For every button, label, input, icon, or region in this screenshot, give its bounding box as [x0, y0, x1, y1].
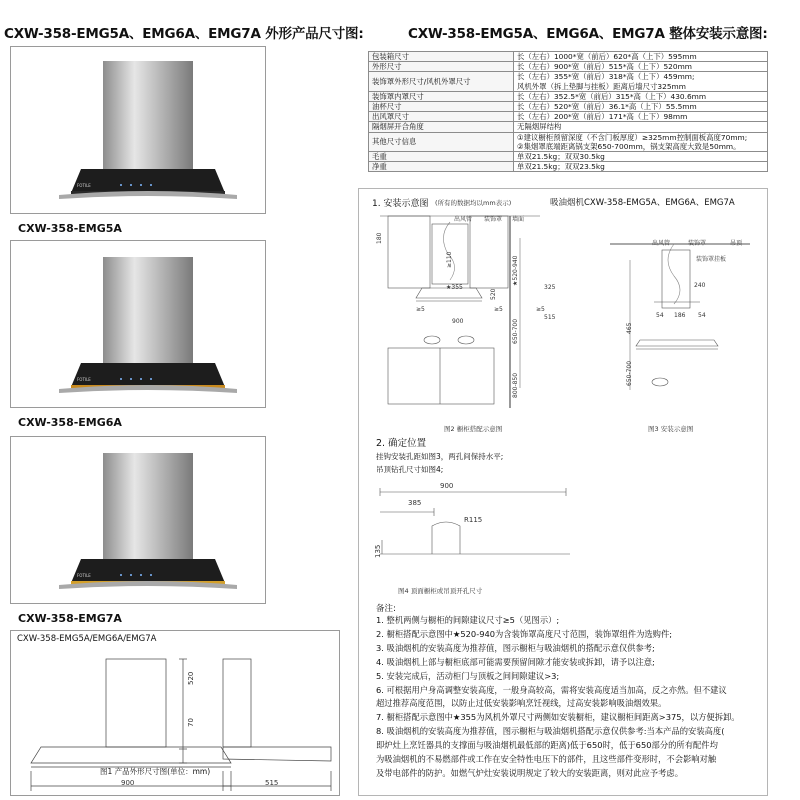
figure-2-cabinet-drawing	[370, 208, 550, 418]
left-header: CXW-358-EMG5A、EMG6A、EMG7A 外形产品尺寸图:	[4, 26, 364, 42]
range-hood-image	[11, 241, 266, 408]
spec-key: 毛重	[369, 152, 514, 162]
spec-row	[369, 102, 768, 112]
install-section-2-title: 2. 确定位置	[376, 438, 427, 449]
note-item: 5. 安装完成后，活动柜门与顶板之间间隙建议>3;	[376, 670, 560, 681]
spec-row	[369, 112, 768, 122]
spec-row	[369, 91, 768, 101]
fig2-d180: 180	[376, 232, 383, 244]
fig2-d110: ≥110	[446, 251, 453, 268]
spec-key: 包装箱尺寸	[369, 52, 514, 62]
svg-text:FOTILE: FOTILE	[77, 183, 91, 188]
dim-depth: 515	[265, 779, 279, 787]
spec-key: 油杯尺寸	[369, 102, 514, 112]
fig4-r115: R115	[464, 516, 483, 524]
note-item: 8. 吸油烟机的安装高度为推荐值，图示橱柜与吸油烟机搭配示意仅供参考:当本产品的安装高度(	[376, 726, 725, 737]
fig2-label-pipe: 出风管	[454, 216, 473, 223]
note-item: 超过推荐高度范围，以防止过低安装影响烹饪视线，过高安装影响吸油烟效果。	[376, 698, 667, 709]
glass-panel	[71, 363, 225, 387]
fig3-label-cover: 装饰罩	[688, 240, 707, 247]
spec-value	[514, 152, 768, 162]
note-item: 4. 吸油烟机上部与橱柜底部可能需要预留间隙才能安装或拆卸，请予以注意;	[376, 656, 655, 667]
fig2-d800: 800-850	[512, 372, 519, 398]
right-header: CXW-358-EMG5A、EMG6A、EMG7A 整体安装示意图:	[408, 26, 768, 42]
fig2-d515: 515	[544, 314, 556, 321]
fig2-d5c: ≥5	[536, 306, 545, 313]
spec-key: 净重	[369, 162, 514, 172]
figure-4-hole-drawing	[370, 478, 590, 588]
spec-value-line: 长（左右）1000*宽（前后）620*高（上下）595mm	[517, 52, 697, 61]
spec-value-line: ①建议橱柜预留深度（不含门板厚度）≥325mm控制面板高度70mm;	[517, 132, 748, 142]
spec-row	[369, 52, 768, 62]
fig2-d5a: ≥5	[416, 306, 425, 313]
spec-row	[369, 162, 768, 172]
spec-value-line: ②集烟罩底端距离锅支架650-700mm，锅支架高度大致是50mm。	[517, 141, 741, 151]
section-2-line-1: 挂钩安装孔距如图3，两孔间保持水平;	[376, 452, 504, 461]
note-item: 为吸油烟机的不易燃部件或工作在安全特性电压下的部件，且这些部件变形时，不会影响对触	[376, 754, 717, 765]
fig2-d900: 900	[452, 318, 464, 325]
section-2-line-2: 吊顶钻孔尺寸如图4;	[376, 465, 444, 474]
spec-value-line: 长（左右）355*宽（前后）318*高（上下）459mm;	[517, 72, 695, 82]
product-photo-emg6a	[10, 240, 266, 408]
fig2-d650: 650-700	[512, 318, 519, 344]
fig2-d520: 520	[490, 288, 497, 300]
fig4-d385: 385	[408, 499, 422, 507]
spec-value-line: 长（左右）520*宽（前后）36.1*高（上下）55.5mm	[517, 102, 697, 112]
fig4-d900: 900	[440, 482, 454, 490]
product-label-emg6a: CXW-358-EMG6A	[18, 416, 122, 429]
spec-value-line: 长（左右）352.5*宽（前后）315*高（上下）430.6mm	[517, 91, 707, 101]
spec-row	[369, 152, 768, 162]
spec-value-line: 长（左右）200*宽（前后）171*高（上下）98mm	[517, 112, 688, 122]
note-item: 3. 吸油烟机的安装高度为推荐值，图示橱柜与吸油烟机的搭配示意仅供参考;	[376, 642, 655, 653]
dim-width: 900	[121, 779, 135, 787]
spec-key: 装饰罩外形尺寸/风机外罩尺寸	[369, 72, 514, 91]
spec-value	[514, 72, 768, 91]
spec-key: 出风罩尺寸	[369, 112, 514, 122]
spec-value	[514, 52, 768, 62]
fig3-label-ceiling: 吊顶	[730, 240, 743, 247]
spec-value	[514, 62, 768, 72]
spec-row	[369, 72, 768, 91]
product-label-emg5a: CXW-358-EMG5A	[18, 222, 122, 235]
range-hood-image	[11, 47, 266, 214]
spec-key: 装饰罩内罩尺寸	[369, 91, 514, 101]
fig2-d940: ★520-940	[512, 255, 519, 286]
figure-1-caption-text: 图1 产品外形尺寸图(单位：mm)	[100, 767, 211, 776]
note-item: 2. 橱柜搭配示意图中★520-940为含装饰罩高度尺寸范围，装饰罩组件为选购件;	[376, 628, 673, 639]
dim-height: 520	[187, 671, 195, 685]
glass-panel	[71, 169, 225, 193]
fig3-d240: 240	[694, 282, 706, 289]
spec-value-line: 单双21.5kg；双双30.5kg	[517, 152, 605, 162]
fig2-d355: ★355	[446, 284, 463, 291]
svg-text:FOTILE: FOTILE	[77, 377, 91, 382]
notes-title: 备注:	[376, 604, 396, 614]
spec-row	[369, 132, 768, 151]
notes-list	[376, 614, 740, 781]
spec-value-line: 单双21.5kg；双双23.5kg	[517, 162, 605, 172]
fig3-d54b: 54	[698, 312, 706, 319]
spec-key: 其他尺寸信息	[369, 132, 514, 151]
fig4-d135: 135	[374, 544, 382, 558]
fig3-d650: 650-700	[626, 360, 633, 386]
spec-value	[514, 162, 768, 172]
fig3-d186: 186	[674, 312, 686, 319]
spec-table	[368, 51, 768, 172]
glass-panel	[71, 559, 225, 583]
spec-key: 外形尺寸	[369, 62, 514, 72]
fig3-d54: 54	[656, 312, 664, 319]
figure-2-caption: 图2 橱柜搭配示意图	[444, 425, 503, 433]
note-item: 7. 橱柜搭配示意图中★355为风机外罩尺寸两侧如安装橱柜，建议橱柜间距离>375，以方便拆卸。	[376, 712, 740, 723]
spec-value	[514, 122, 768, 132]
fig2-d325: 325	[544, 284, 556, 291]
range-hood-image	[11, 437, 266, 604]
spec-row	[369, 122, 768, 132]
spec-row	[369, 62, 768, 72]
spec-key: 隔烟屏开合角度	[369, 122, 514, 132]
svg-text:FOTILE: FOTILE	[77, 573, 91, 578]
fig2-label-cover: 装饰罩	[484, 216, 503, 223]
spec-value	[514, 102, 768, 112]
install-model-line: 吸油烟机CXW-358-EMG5A、EMG6A、EMG7A	[550, 198, 735, 208]
spec-value	[514, 132, 768, 151]
product-label-emg7a: CXW-358-EMG7A	[18, 612, 122, 625]
note-item: 1. 整机两侧与橱柜的间隙建议尺寸≥5（见图示）;	[376, 615, 560, 625]
figure-3-caption: 图3 安装示意图	[648, 425, 694, 433]
figure-4-caption: 图4 顶面橱柜或吊顶开孔尺寸	[398, 587, 483, 595]
product-photo-emg7a	[10, 436, 266, 604]
figure-3-install-drawing	[600, 230, 760, 410]
fig3-label-pipe: 出风管	[652, 240, 671, 247]
spec-value-line: 无隔烟屏结构	[517, 122, 562, 132]
dim-front: 70	[187, 718, 195, 727]
fig3-label-bracket: 装饰罩挂板	[696, 256, 727, 263]
fig2-d5b: ≥5	[494, 306, 503, 313]
fig3-d465: 465	[626, 322, 633, 334]
note-item: 6. 可根据用户身高调整安装高度，一般身高较高，需将安装高度适当加高，反之亦然。但不建议	[376, 684, 727, 695]
note-item: 及带电部件的防护。如燃气炉灶安装说明规定了较大的安装距离，则对此应予考虑。	[376, 767, 683, 778]
install-section-1-subtitle: (所有的数据均以mm表示)	[435, 199, 512, 207]
note-item: 即炉灶上烹饪器具的支撑面与吸油烟机最低部的距离)低于650时，低于650部分的所有配件均	[376, 740, 718, 751]
dimension-drawing-title: CXW-358-EMG5A/EMG6A/EMG7A	[17, 634, 157, 644]
fig2-label-wall: 墙面	[512, 216, 525, 223]
install-section-1-title: 1. 安装示意图	[372, 199, 429, 209]
spec-value	[514, 91, 768, 101]
spec-value	[514, 112, 768, 122]
spec-value-line: 长（左右）900*宽（前后）515*高（上下）520mm	[517, 62, 692, 72]
spec-value-line: 风机外罩（拆上垫脚与挂板）距离后墙尺寸325mm	[517, 81, 686, 91]
product-photo-emg5a	[10, 46, 266, 214]
